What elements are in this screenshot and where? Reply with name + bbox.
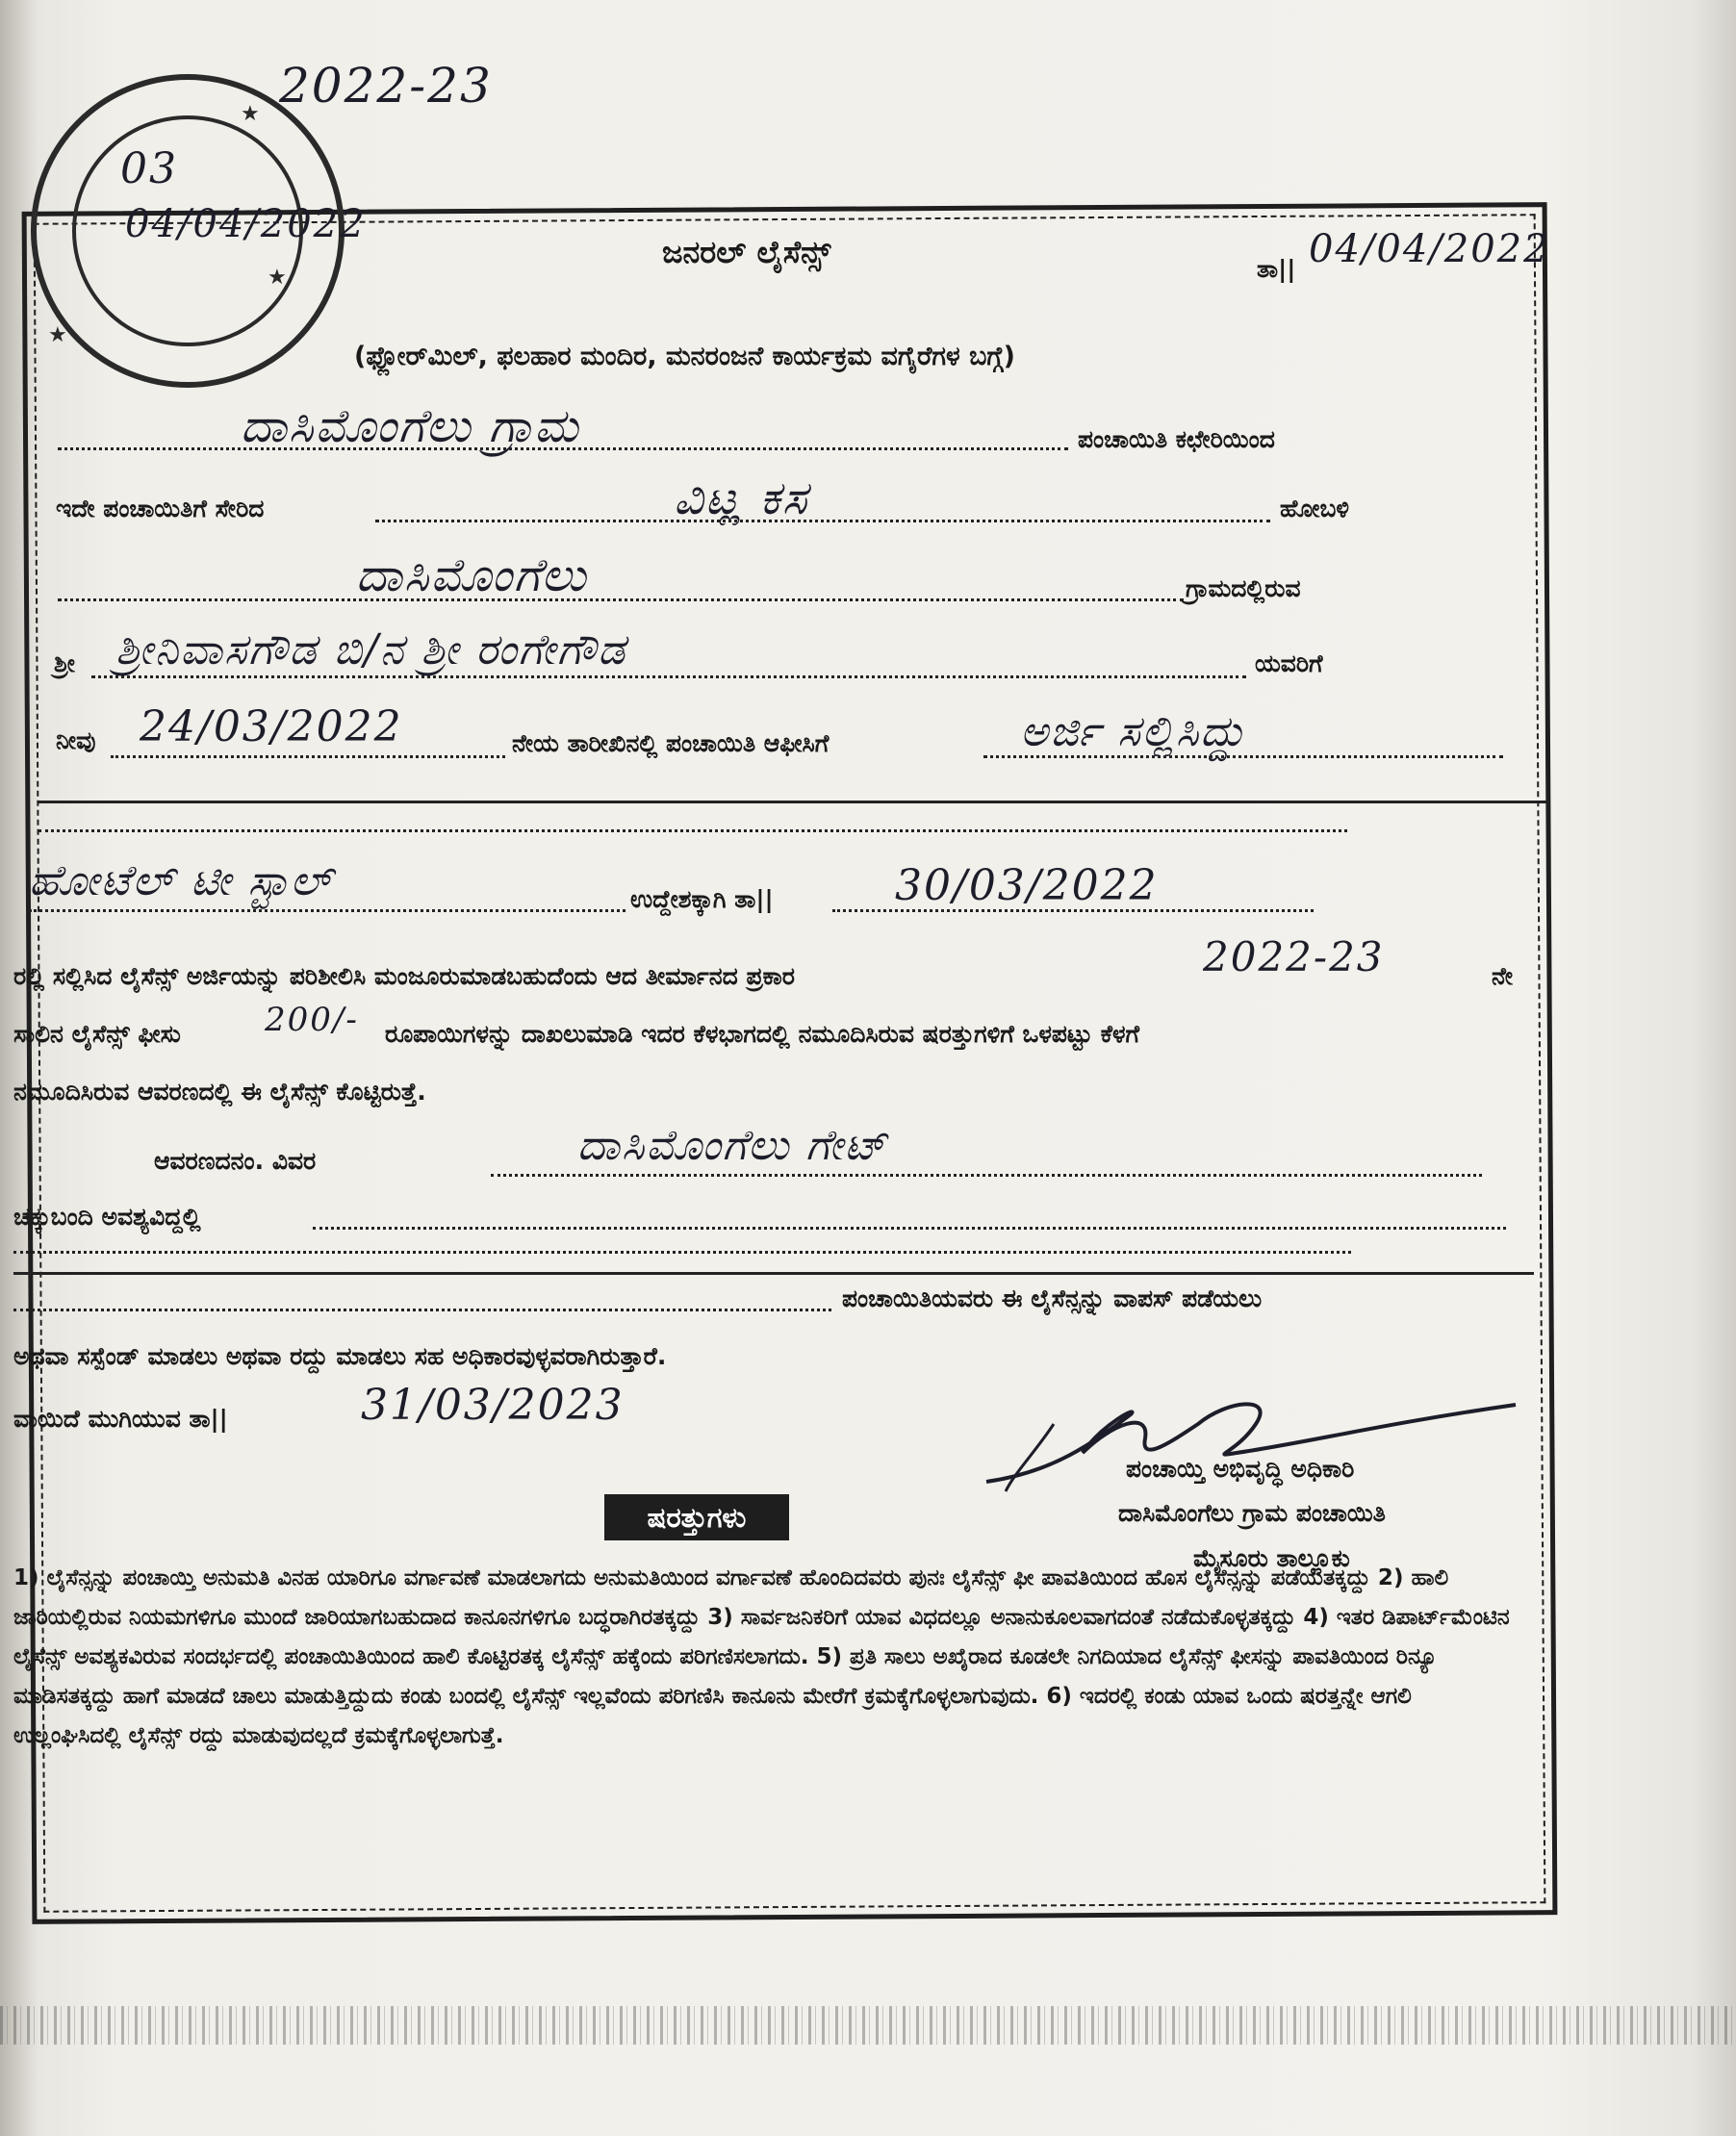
scan-edge-noise — [0, 2006, 1736, 2045]
para2-text-b: ರೂಪಾಯಿಗಳನ್ನು ದಾಖಲುಮಾಡಿ ಇದರ ಕೆಳಭಾಗದಲ್ಲಿ ನಮೂದಿಸಿರುವ ಷರತ್ತುಗಳಿಗೆ ಒಳಪಟ್ಟು ಕೆಳಗೆ — [385, 1020, 1140, 1048]
stamp-date: 04/04/2022 — [125, 202, 367, 246]
stamp-year: 2022-23 — [279, 58, 493, 114]
row3-label: ಗ್ರಾಮದಲ್ಲಿರುವ — [1186, 574, 1301, 602]
subtitle: (ಫ್ಲೋರ್‌ಮಿಲ್, ಫಲಹಾರ ಮಂದಿರ, ಮನರಂಜನೆ ಕಾರ್ಯಕ್ರಮ ವಗೈರೆಗಳ ಬಗ್ಗೆ) — [354, 342, 1015, 371]
premises-detail: ದಾಸಿಮೊಂಗೆಲು ಗೇಟ್ — [577, 1121, 888, 1170]
svg-text:★: ★ — [48, 323, 67, 347]
para1-text: ರಲ್ಲಿ ಸಲ್ಲಿಸಿದ ಲೈಸೆನ್ಸ್ ಅರ್ಜಿಯನ್ನು ಪರಿಶೀಲಿಸಿ ಮಂಜೂರುಮಾಡಬಹುದೆಂದು ಆದ ತೀರ್ಮಾನದ ಪ್ರಕಾರ — [13, 962, 795, 990]
svg-text:★: ★ — [268, 266, 287, 290]
row4-suffix: ಯವರಿಗೆ — [1255, 649, 1323, 677]
row1-label: ಪಂಚಾಯಿತಿ ಕಛೇರಿಯಿಂದ — [1078, 425, 1275, 453]
row8-label: ಚಕ್ಕುಬಂದಿ ಅವಶ್ಯವಿದ್ದಲ್ಲಿ — [13, 1203, 201, 1231]
officer-signature — [977, 1386, 1535, 1501]
officer-panchayat: ದಾಸಿಮೊಂಗೆಲು ಗ್ರಾಮ ಪಂಚಾಯಿತಿ — [1118, 1499, 1386, 1527]
row5-prefix: ನೀವು — [56, 726, 96, 754]
para1-suffix: ನೇ — [1492, 962, 1514, 990]
hobli-name: ವಿಟ್ಲ ಕಸ — [674, 471, 809, 525]
village-name: ದಾಸಿಮೊಂಗೆಲು — [356, 548, 588, 602]
purpose: ಹೋಟೆಲ್ ಟೀ ಸ್ಟಾಲ್ — [29, 856, 334, 905]
application-date: 24/03/2022 — [140, 702, 403, 751]
para3-text: ನಮೂದಿಸಿರುವ ಆವರಣದಲ್ಲಿ ಈ ಲೈಸೆನ್ಸ್ ಕೊಟ್ಟಿರುತ್ತೆ. — [13, 1078, 426, 1106]
applicant-name: ಶ್ರೀನಿವಾಸಗೌಡ ಬಿ/ನ ಶ್ರೀ ರಂಗೇಗೌಡ — [115, 625, 627, 674]
row2-label: ಇದೇ ಪಂಚಾಯಿತಿಗೆ ಸೇರಿದ — [56, 495, 265, 522]
stamp-number: 03 — [120, 144, 178, 193]
officer-taluk: ಮೈಸೂರು ತಾಲ್ಲೂಕು — [1193, 1544, 1350, 1572]
row7-label: ಆವರಣದನಂ. ವಿವರ — [154, 1147, 317, 1175]
row5-label: ನೇಯ ತಾರೀಖಿನಲ್ಲಿ ಪಂಚಾಯಿತಿ ಆಫೀಸಿಗೆ — [512, 729, 830, 757]
license-title: ಜನರಲ್ ಲೈಸೆನ್ಸ್ — [662, 234, 831, 270]
para2-text: ಸಾಲಿನ ಲೈಸೆನ್ಸ್ ಫೀಸು — [13, 1020, 181, 1048]
expiry-label: ವಾಯಿದೆ ಮುಗಿಯುವ ತಾ|| — [13, 1405, 228, 1433]
issue-date: 04/04/2022 — [1309, 227, 1550, 271]
row2-suffix: ಹೋಬಳಿ — [1280, 495, 1350, 522]
license-fee: 200/- — [265, 1001, 359, 1039]
svg-text:★: ★ — [241, 102, 260, 126]
row4-prefix: ಶ್ರೀ — [54, 649, 76, 677]
application-status: ಅರ್ಜಿ ಸಲ್ಲಿಸಿದ್ದು — [1020, 707, 1247, 756]
para4-text-b: ಅಥವಾ ಸಸ್ಪೆಂಡ್ ಮಾಡಲು ಅಥವಾ ರದ್ದು ಮಾಡಲು ಸಹ ಅಧಿಕಾರವುಳ್ಳವರಾಗಿರುತ್ತಾರೆ. — [13, 1342, 667, 1370]
conditions-text: 1) ಲೈಸೆನ್ಸನ್ನು ಪಂಚಾಯ್ತಿ ಅನುಮತಿ ವಿನಹ ಯಾರಿಗೂ ವರ್ಗಾವಣೆ ಮಾಡಲಾಗದು ಅನುಮತಿಯಿಂದ ವರ್ಗಾವಣೆ ಹೊಂದಿದವರು ಪುನಃ ಲೈಸೆನ್ಸ್ ಫೀ ಪಾವತಿಯಿಂದ ಹೊಸ ಲೈಸೆನ್ಸನ್ನು ಪಡೆಯತಕ್ಕದ್ದು 2) ಹಾಲಿ ಜಾರಿಯಲ್ಲಿರುವ ನಿಯಮಗಳಿಗೂ ಮುಂದೆ ಜಾರಿಯಾಗಬಹುದಾದ ಕಾನೂನಗಳಿಗೂ ಬದ್ಧರಾಗಿರತಕ್ಕದ್ದು 3) ಸಾರ್ವಜನಿಕರಿಗೆ ಯಾವ ವಿಧದಲ್ಲೂ ಅನಾನುಕೂಲವಾಗದಂತೆ ನಡೆದುಕೊಳ್ಳತಕ್ಕದ್ದು 4) ಇತರ ಡಿಪಾರ್ಟ್‌ಮೆಂಟಿನ ಲೈಸೆನ್ಸ್ ಅವಶ್ಯಕವಿರುವ ಸಂದರ್ಭದಲ್ಲಿ ಪಂಚಾಯಿತಿಯಿಂದ ಹಾಲಿ ಕೊಟ್ಟಿರತಕ್ಕ ಲೈಸೆನ್ಸ್ ಹಕ್ಕೆಂದು ಪರಿಗಣಿಸಲಾಗದು. 5) ಪ್ರತಿ ಸಾಲು ಅಖೈರಾದ ಕೂಡಲೇ ನಿಗದಿಯಾದ ಲೈಸೆನ್ಸ್ ಫೀಸನ್ನು ಪಾವತಿಯಿಂದ ರಿನ್ಯೂ ಮಾಡಿಸತಕ್ಕದ್ದು ಹಾಗೆ ಮಾಡದೆ ಚಾಲು ಮಾಡುತ್ತಿದ್ದುದು ಕಂಡು ಬಂದಲ್ಲಿ ಲೈಸೆನ್ಸ್ ಇಲ್ಲವೆಂದು ಪರಿಗಣಿಸಿ ಕಾನೂನು ಮೇರೆಗೆ ಕ್ರಮಕ್ಕೆಗೊಳ್ಳಲಾಗುವುದು. 6) ಇದರಲ್ಲಿ ಕಂಡು ಯಾವ ಒಂದು ಷರತ್ತನ್ನೇ ಆಗಲಿ ಉಲ್ಲಂಘಿಸಿದಲ್ಲಿ ಲೈಸೆನ್ಸ್ ರದ್ದು ಮಾಡುವುದಲ್ಲದೆ ಕ್ರಮಕ್ಕೆಗೊಳ್ಳಲಾಗುತ್ತೆ. — [13, 1565, 1510, 1748]
date-label: ತಾ|| — [1257, 255, 1296, 283]
panchayat-name: ದಾಸಿಮೊಂಗೆಲು ಗ್ರಾಮ — [241, 399, 580, 453]
conditions-heading: ಷರತ್ತುಗಳು — [604, 1494, 789, 1540]
license-year: 2022-23 — [1203, 933, 1385, 980]
purpose-date: 30/03/2022 — [895, 861, 1159, 910]
expiry-date: 31/03/2023 — [361, 1381, 625, 1430]
officer-designation: ಪಂಚಾಯ್ತಿ ಅಭಿವೃದ್ಧಿ ಅಧಿಕಾರಿ — [1126, 1455, 1355, 1483]
para4-text-a: ಪಂಚಾಯಿತಿಯವರು ಈ ಲೈಸೆನ್ಸನ್ನು ವಾಪಸ್ ಪಡೆಯಲು — [842, 1284, 1263, 1312]
row6-label: ಉದ್ದೇಶಕ್ಕಾಗಿ ತಾ|| — [630, 885, 774, 913]
